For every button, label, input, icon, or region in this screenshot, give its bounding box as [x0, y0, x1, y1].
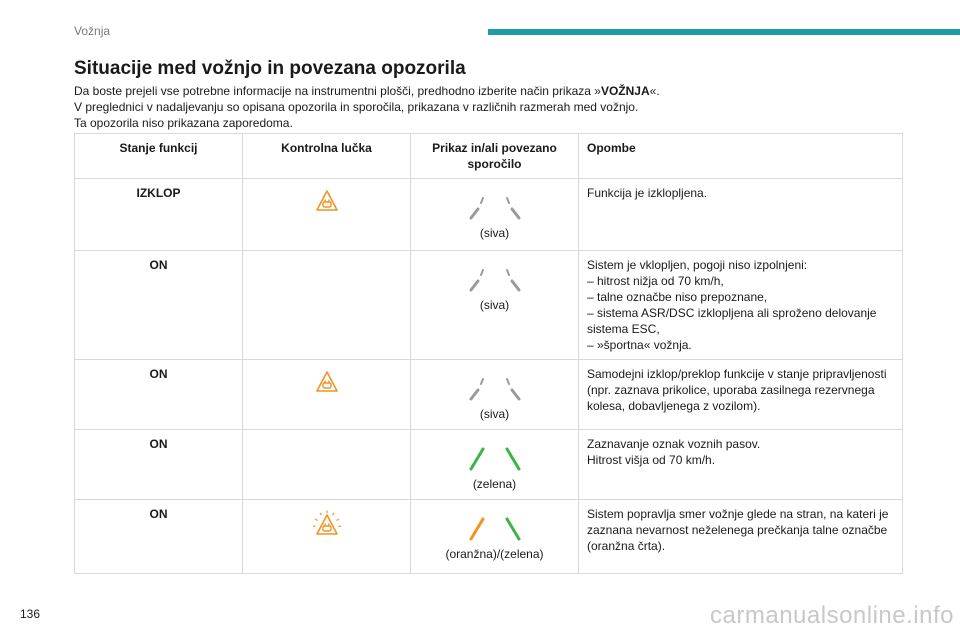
note-line: Funkcija je izklopljena. — [587, 186, 708, 200]
note-line: Samodejni izklop/preklop funkcije v stanje pripravljenosti (npr. zaznava prikolice, uporaba zasilnega rezervnega kolesa, dobavljenega z vozilom). — [587, 367, 887, 413]
note-line: Hitrost višja od 70 km/h. — [587, 453, 716, 467]
orange-lane-warning-active-icon — [312, 510, 342, 538]
table-row — [75, 500, 903, 574]
note-line: – talne označbe niso prepoznane, — [587, 290, 768, 304]
display-cell — [411, 430, 579, 500]
light-cell — [243, 251, 411, 360]
table-row — [75, 360, 903, 430]
intro-line-1: Da boste prejeli vse potrebne informacije na instrumentni plošči, predhodno izberite način prikaza »VOŽNJA«. — [74, 84, 660, 98]
note-line: Sistem popravlja smer vožnje glede na stran, na kateri je zaznana nevarnost neželenega prečkanja talne označbe (oranžna črta). — [587, 507, 889, 553]
display-cell — [411, 500, 579, 574]
display-caption: (siva) — [479, 298, 510, 312]
display-cell — [411, 179, 579, 251]
intro-text — [74, 83, 904, 131]
header-light: Kontrolna lučka — [243, 134, 411, 179]
notes-cell — [579, 251, 903, 360]
note-line: – »športna« vožnja. — [587, 338, 692, 352]
display-caption: (siva) — [479, 226, 510, 240]
orange-lane-warning-icon — [315, 189, 339, 213]
intro-line-3: Ta opozorila niso prikazana zaporedoma. — [74, 116, 293, 130]
light-cell — [243, 360, 411, 430]
header-notes: Opombe — [579, 134, 903, 179]
table-header-row — [75, 134, 903, 179]
note-line: – hitrost nižja od 70 km/h, — [587, 274, 724, 288]
note-line: – sistema ASR/DSC izklopljena ali sproženo delovanje sistema ESC, — [587, 306, 877, 336]
note-line: Zaznavanje oznak voznih pasov. — [587, 437, 761, 451]
grey-dashed-lane-lines-icon — [465, 376, 525, 402]
note-line: Sistem je vklopljen, pogoji niso izpolnjeni: — [587, 258, 808, 272]
grey-dashed-lane-lines-icon — [465, 267, 525, 293]
display-cell — [411, 360, 579, 430]
green-lane-lines-icon — [465, 446, 525, 472]
intro-line-2: V preglednici v nadaljevanju so opisana opozorila in sporočila, prikazana v različnih razmerah med vožnjo. — [74, 100, 639, 114]
light-cell — [243, 179, 411, 251]
display-caption: (oranžna)/(zelena) — [445, 547, 544, 561]
display-cell — [411, 251, 579, 360]
light-cell — [243, 500, 411, 574]
display-caption: (zelena) — [472, 477, 517, 491]
state-cell: ON — [75, 430, 243, 500]
intro-mode-name: VOŽNJA — [600, 84, 650, 98]
state-cell: IZKLOP — [75, 179, 243, 251]
watermark: carmanualsonline.info — [710, 602, 954, 629]
display-caption: (siva) — [479, 407, 510, 421]
state-cell: ON — [75, 360, 243, 430]
orange-green-lane-lines-icon — [465, 516, 525, 542]
orange-lane-warning-icon — [315, 370, 339, 394]
page-title: Situacije med vožnjo in povezana opozorila — [74, 58, 466, 79]
table-row — [75, 179, 903, 251]
table-row — [75, 251, 903, 360]
page-number: 136 — [20, 607, 41, 621]
header-state: Stanje funkcij — [75, 134, 243, 179]
state-cell: ON — [75, 251, 243, 360]
grey-dashed-lane-lines-icon — [465, 195, 525, 221]
state-cell: ON — [75, 500, 243, 574]
notes-cell — [579, 500, 903, 574]
notes-cell — [579, 360, 903, 430]
notes-cell — [579, 430, 903, 500]
light-cell — [243, 430, 411, 500]
header-accent-bar — [488, 29, 960, 35]
table-row — [75, 430, 903, 500]
warnings-table — [74, 133, 903, 574]
header-display: Prikaz in/ali povezano sporočilo — [411, 134, 579, 179]
notes-cell — [579, 179, 903, 251]
section-label: Vožnja — [74, 24, 111, 38]
